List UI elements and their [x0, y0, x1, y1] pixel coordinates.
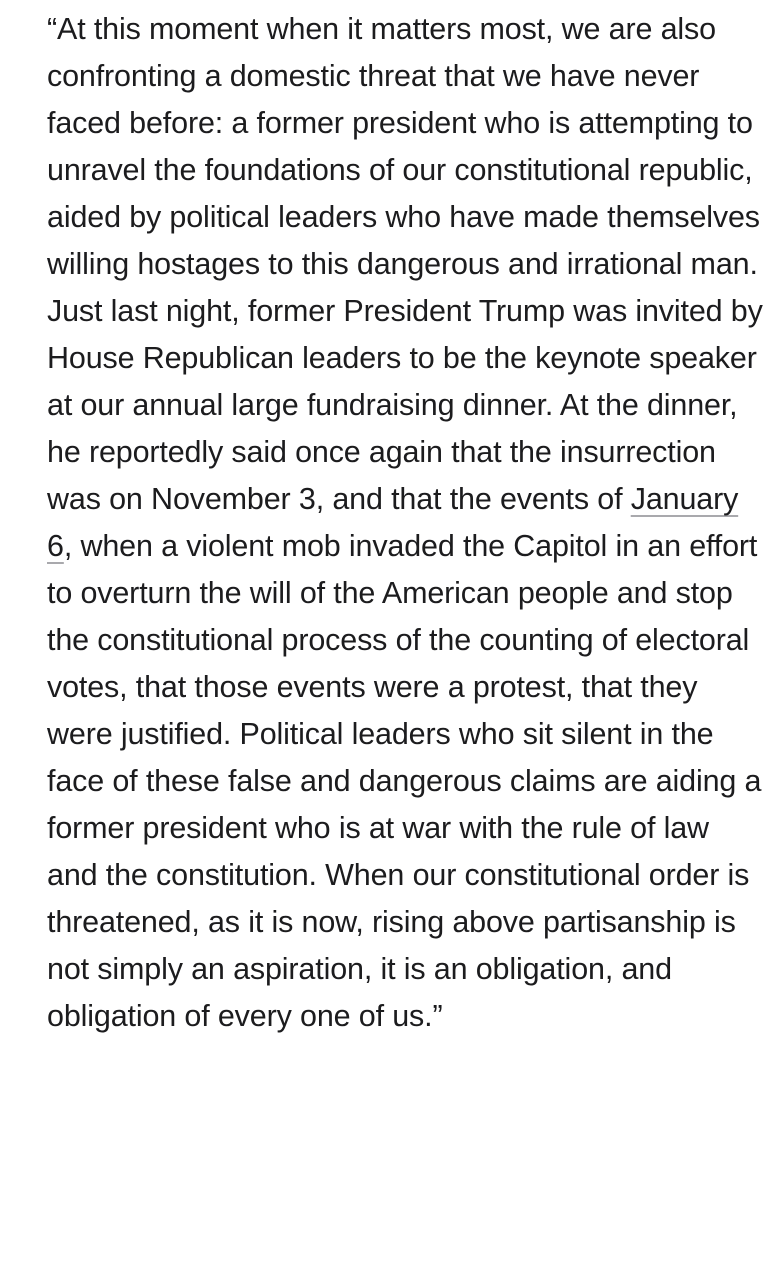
quote-paragraph — [47, 6, 766, 1040]
quote-text-before-link: “At this moment when it matters most, we are also confronting a domestic threat that we have never faced before: a former president who is attempting to unravel the foundations of our constitutional republic, aided by political leaders who have made themselves willing hostages to this dangerous and irrational man. Just last night, former President Trump was invited by House Republican leaders to be the keynote speaker at our annual large fundraising dinner. At the dinner, he reportedly said once again that the insurrection was on November 3, and that the events of — [47, 12, 763, 516]
quote-text-after-link: , when a violent mob invaded the Capitol in an effort to overturn the will of the American people and stop the constitutional process of the counting of electoral votes, that those events were a protest, that they were justified. Political leaders who sit silent in the face of these false and dangerous claims are aiding a former president who is at war with the rule of law and the constitution. When our constitutional order is threatened, as it is now, rising above partisanship is not simply an aspiration, it is an obligation, and obligation of every one of us.” — [47, 529, 762, 1033]
date-detected-link[interactable]: January 6 — [47, 482, 739, 563]
